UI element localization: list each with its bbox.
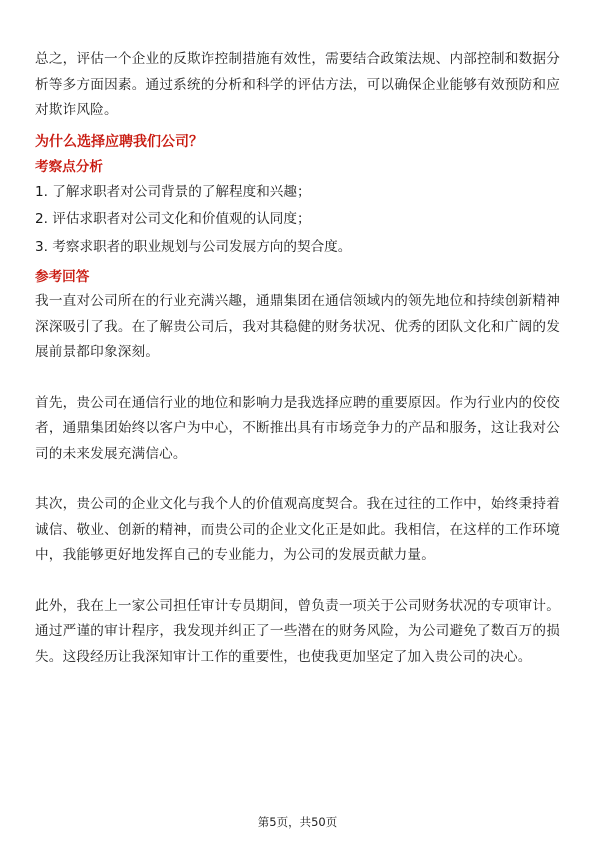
analysis-item-2: 2. 评估求职者对公司文化和价值观的认同度； [35,211,311,227]
intro-paragraph: 总之，评估一个企业的反欺诈控制措施有效性，需要结合政策法规、内部控制和数据分析等多方面因素。通过系统的分析和科学的评估方法，可以确保企业能够有效预防和应对欺诈风险。 [35,51,560,118]
page-content [35,47,560,670]
answer-paragraph-4: 此外，我在上一家公司担任审计专员期间，曾负责一项关于公司财务状况的专项审计。通过严谨的审计程序，我发现并纠正了一些潜在的财务风险，为公司避免了数百万的损失。这段经历让我深知审计工作的重要性，也使我更加坚定了加入贵公司的决心。 [35,597,560,665]
answer-paragraph-3: 其次，贵公司的企业文化与我个人的价值观高度契合。我在过往的工作中，始终秉持着诚信、敬业、创新的精神，而贵公司的企业文化正是如此。我相信，在这样的工作环境中，我能够更好地发挥自己的专业能力，为公司的发展贡献力量。 [35,496,560,563]
analysis-item-1: 1. 了解求职者对公司背景的了解程度和兴趣； [35,183,311,200]
question-heading: 为什么选择应聘我们公司？ [35,133,203,150]
analysis-item-3: 3. 考察求职者的职业规划与公司发展方向的契合度。 [35,238,352,255]
answer-paragraph-1: 我一直对公司所在的行业充满兴趣，通鼎集团在通信领域内的领先地位和持续创新精神深深吸引了我。在了解贵公司后，我对其稳健的财务状况、优秀的团队文化和广阔的发展前景都印象深刻。 [35,293,560,360]
page-number: 第5页，共50页 [257,815,338,829]
answer-heading: 参考回答 [35,269,90,285]
answer-paragraph-2: 首先，贵公司在通信行业的地位和影响力是我选择应聘的重要原因。作为行业内的佼佼者，通鼎集团始终以客户为中心，不断推出具有市场竞争力的产品和服务，这让我对公司的未来发展充满信心。 [35,394,560,462]
analysis-heading: 考察点分析 [35,158,103,175]
